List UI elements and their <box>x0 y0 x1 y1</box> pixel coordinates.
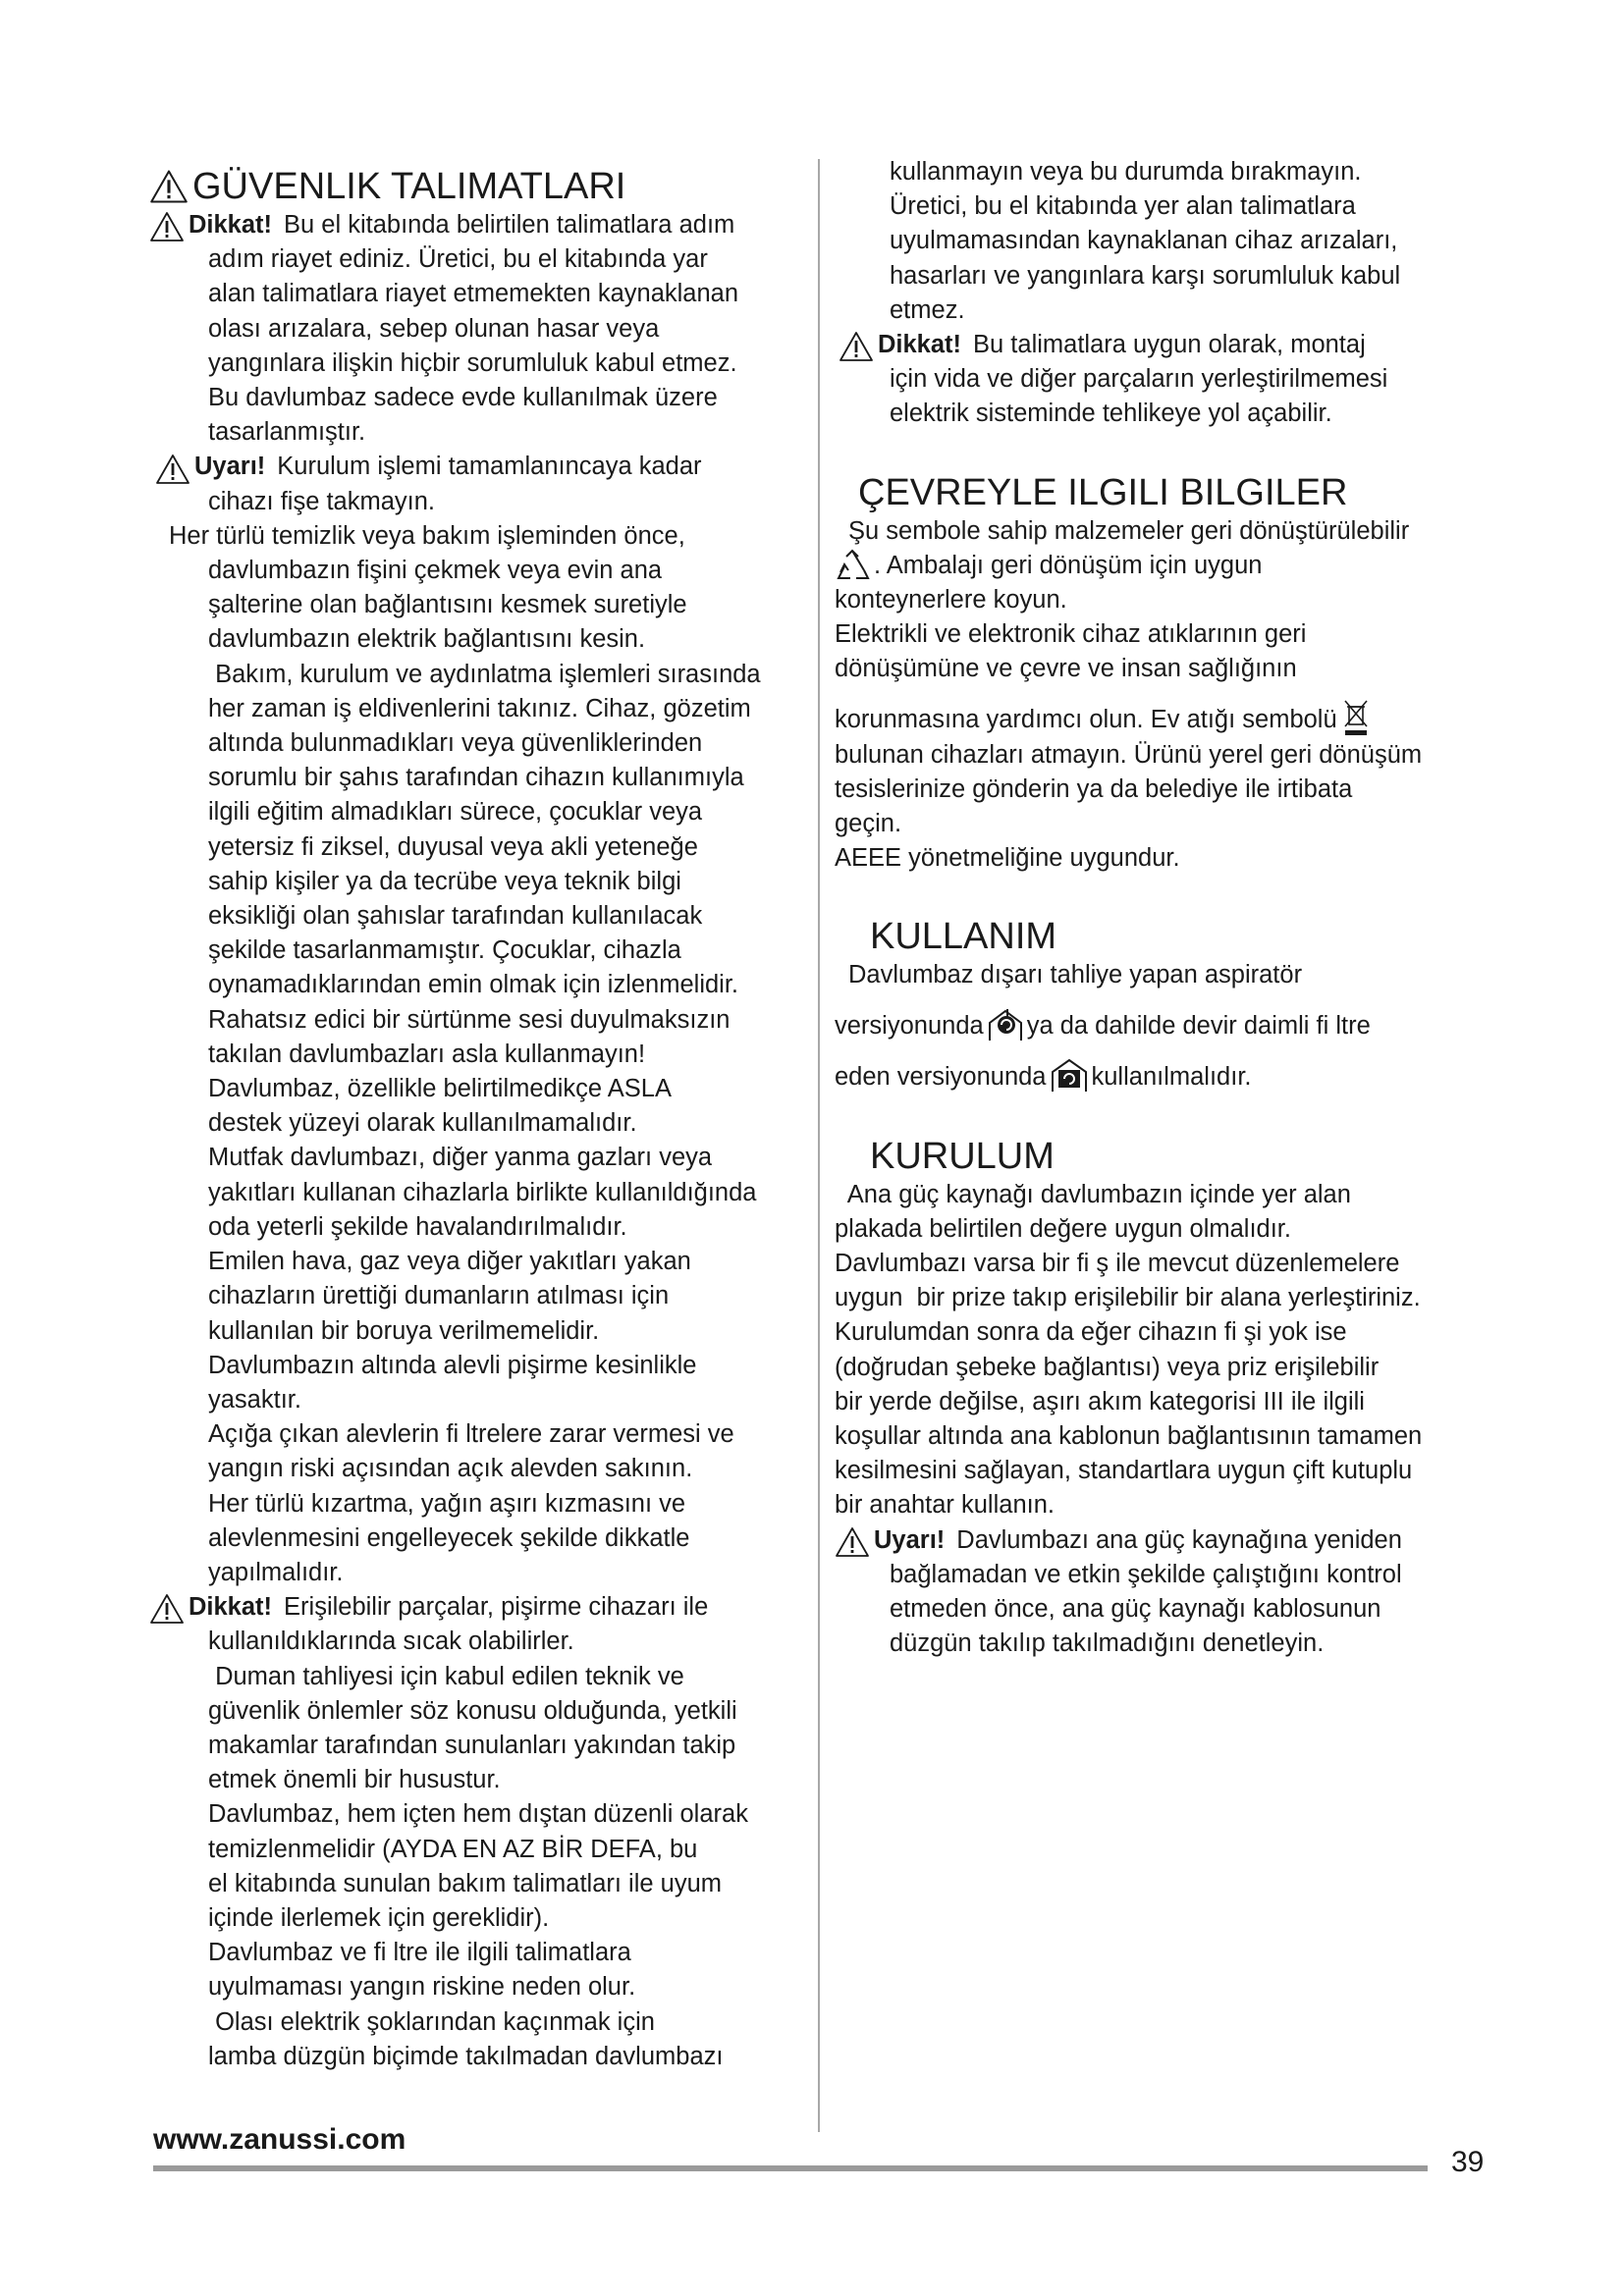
text-line: konteynerlere koyun. <box>835 586 1067 614</box>
text-line: Bakım, kurulum ve aydınlatma işlemleri sırasında <box>208 660 761 688</box>
text-line: davlumbazın fişini çekmek veya evin ana <box>208 557 663 585</box>
text-line: adım riayet ediniz. Üretici, bu el kitabında yar <box>208 245 708 274</box>
text-line: oynamadıklarından emin olmak için izlenmelidir. <box>208 971 738 999</box>
text-line: oda yeterli şekilde havalandırılmalıdır. <box>208 1212 627 1241</box>
text-line: Ana güç kaynağı davlumbazın içinde yer alan <box>835 1180 1351 1208</box>
text-line: etmek önemli bir husustur. <box>208 1766 501 1794</box>
text-line: koşullar altında ana kablonun bağlantısının tamamen <box>835 1422 1423 1451</box>
extraction-mode-icon <box>986 1005 1025 1044</box>
text-line: yasaktır. <box>208 1385 301 1414</box>
footer-website-link[interactable]: www.zanussi.com <box>153 2123 406 2156</box>
text-line: Rahatsız edici bir sürtünme sesi duyulmaksızın <box>208 1005 731 1034</box>
warning-triangle-icon <box>839 331 874 362</box>
text-line: için vida ve diğer parçaların yerleştirilmemesi <box>890 365 1388 394</box>
text-line: ya da dahilde devir daimli fi ltre <box>1026 1012 1371 1041</box>
text-line: Açığa çıkan alevlerin fi ltrelere zarar vermesi ve <box>208 1420 734 1449</box>
text-line: Kurulumdan sonra da eğer cihazın fi şi yok ise <box>835 1318 1347 1347</box>
text-line: (doğrudan şebeke bağlantısı) veya priz erişilebilir <box>835 1353 1380 1381</box>
text-line: kullanıldıklarında sıcak olabilirler. <box>208 1628 574 1656</box>
footer-rule <box>153 2165 1428 2171</box>
text-line: ilgili eğitim almadıkları sürece, çocuklar veya <box>208 798 703 827</box>
text-line: Elektrikli ve elektronik cihaz atıklarının geri <box>835 620 1307 649</box>
text-line: Davlumbaz ve fi ltre ile ilgili talimatlara <box>208 1939 631 1967</box>
recirculation-mode-icon <box>1049 1056 1090 1095</box>
environment-title: ÇEVREYLE ILGILI BILGILER <box>858 471 1348 513</box>
warning-text: Davlumbazı ana güç kaynağına yeniden <box>956 1525 1402 1554</box>
text-line: destek yüzeyi olarak kullanılmamalıdır. <box>208 1109 637 1138</box>
text-line: korunmasına yardımcı olun. Ev atığı sembolü <box>835 706 1337 734</box>
text-line: yapılmalıdır. <box>208 1558 344 1586</box>
text-line: Her türlü kızartma, yağın aşırı kızmasını ve <box>208 1489 686 1518</box>
warning-triangle-icon <box>149 1593 185 1625</box>
text-line: Davlumbaz, hem içten hem dıştan düzenli olarak <box>208 1800 748 1829</box>
text-line: el kitabında sunulan bakım talimatları ile uyum <box>208 1869 723 1897</box>
text-line: Duman tahliyesi için kabul edilen teknik ve <box>208 1662 684 1690</box>
text-line: . Ambalajı geri dönüşüm için uygun <box>874 551 1263 579</box>
text-line: yetersiz fi ziksel, duyusal veya akli yeteneğe <box>208 832 698 861</box>
text-line: Her türlü temizlik veya bakım işleminden önce, <box>169 521 685 550</box>
text-line: davlumbazın elektrik bağlantısını kesin. <box>208 625 646 654</box>
text-line: etmez. <box>890 295 965 324</box>
text-line: bulunan cihazları atmayın. Ürünü yerel geri dönüşüm <box>835 740 1423 769</box>
text-line: şekilde tasarlanmamıştır. Çocuklar, cihazla <box>208 936 681 965</box>
text-line: cihazların ürettiği dumanların atılması için <box>208 1282 670 1310</box>
text-line: her zaman iş eldivenlerini takınız. Cihaz, gözetim <box>208 694 751 722</box>
text-line: Davlumbaz, özellikle belirtilmedikçe ASLA <box>208 1075 672 1103</box>
warning-triangle-icon <box>155 454 190 485</box>
warning-uyari-1 <box>155 450 805 484</box>
text-line: sorumlu bir şahıs tarafından cihazın kullanımıyla <box>208 764 744 792</box>
text-line: bir yerde değilse, aşırı akım kategorisi III ile ilgili <box>835 1387 1365 1415</box>
warning-triangle-icon <box>835 1526 870 1558</box>
text-line: bağlamadan ve etkin şekilde çalıştığını kontrol <box>890 1560 1402 1588</box>
warning-triangle-icon <box>149 211 185 242</box>
usage-title: KULLANIM <box>870 916 1057 958</box>
warning-text: Erişilebilir parçalar, pişirme cihazarı ile <box>284 1593 709 1622</box>
text-line: eksikliği olan şahıslar tarafından kullanılacak <box>208 902 703 931</box>
warning-label: Uyarı! <box>194 453 266 481</box>
text-line: temizlenmelidir (AYDA EN AZ BİR DEFA, bu <box>208 1835 698 1863</box>
text-line: içinde ilerlemek için gereklidir). <box>208 1903 550 1932</box>
left-column <box>157 165 805 2074</box>
installation-title: KURULUM <box>870 1135 1055 1177</box>
warning-text: Kurulum işlemi tamamlanıncaya kadar <box>277 453 702 481</box>
text-line: plakada belirtilen değere uygun olmalıdır. <box>835 1214 1291 1243</box>
text-line: cihazı fişe takmayın. <box>208 487 436 515</box>
text-line: tesislerinize gönderin ya da belediye ile irtibata <box>835 774 1353 803</box>
text-line: alevlenmesini engelleyecek şekilde dikkatle <box>208 1523 690 1552</box>
text-line: eden versiyonunda <box>835 1063 1047 1092</box>
text-line: yakıtları kullanan cihazlarla birlikte kullanıldığında <box>208 1178 757 1206</box>
text-line: yangınlara ilişkin hiçbir sorumluluk kabul etmez. <box>208 348 737 377</box>
text-line: elektrik sisteminde tehlikeye yol açabilir. <box>890 400 1332 428</box>
page-number: 39 <box>1451 2146 1485 2178</box>
text-line: altında bulunmadıkları veya güvenliklerinden <box>208 729 703 758</box>
text-line: şalterine olan bağlantısını kesmek suretiyle <box>208 591 687 619</box>
text-line: Üretici, bu el kitabında yer alan talimatlara <box>890 192 1356 221</box>
text-line: kullanmayın veya bu durumda bırakmayın. <box>890 158 1362 186</box>
text-line: uyulmaması yangın riskine neden olur. <box>208 1973 636 2002</box>
text-line: kullanılmalıdır. <box>1091 1063 1252 1092</box>
warning-dikkat-1 <box>149 208 805 242</box>
text-line: düzgün takılıp takılmadığını denetleyin. <box>890 1629 1325 1658</box>
recycle-line <box>835 549 1483 583</box>
weee-line <box>835 699 1483 738</box>
text-line: versiyonunda <box>835 1012 984 1041</box>
text-line: Mutfak davlumbazı, diğer yanma gazları veya <box>208 1144 713 1172</box>
text-line: Bu davlumbaz sadece evde kullanılmak üzere <box>208 384 718 412</box>
text-line: tasarlanmıştır. <box>208 418 366 447</box>
text-line: olası arızalara, sebep olunan hasar veya <box>208 314 660 343</box>
text-line: hasarları ve yangınlara karşı sorumluluk kabul <box>890 261 1401 290</box>
text-line: uyulmamasından kaynaklanan cihaz arızaları, <box>890 227 1398 255</box>
usage-recirculation-line <box>835 1056 1483 1095</box>
warning-text: Bu talimatlara uygun olarak, montaj <box>973 331 1366 359</box>
text-line: Davlumbaz dışarı tahliye yapan aspiratör <box>848 961 1303 989</box>
column-divider <box>818 159 820 2132</box>
warning-triangle-icon <box>149 169 189 204</box>
text-line: yangın riski açısından açık alevden sakının. <box>208 1455 693 1483</box>
warning-label: Uyarı! <box>874 1525 946 1554</box>
warning-uyari-2 <box>835 1523 1483 1558</box>
text-line: uygun bir prize takıp erişilebilir bir alana yerleştiriniz. <box>835 1284 1421 1312</box>
warning-dikkat-2 <box>149 1590 805 1625</box>
text-line: Emilen hava, gaz veya diğer yakıtları yakan <box>208 1248 691 1276</box>
text-line: lamba düzgün biçimde takılmadan davlumbazı <box>208 2042 724 2070</box>
warning-dikkat-3 <box>839 328 1483 362</box>
safety-title: GÜVENLIK TALIMATLARI <box>149 165 805 208</box>
text-line: alan talimatlara riayet etmemekten kaynaklanan <box>208 280 739 308</box>
text-line: kesilmesini sağlayan, standartlara uygun çift kutuplu <box>835 1457 1413 1485</box>
text-line: Davlumbazı varsa bir fi ş ile mevcut düzenlemelere <box>835 1250 1400 1278</box>
text-line: bir anahtar kullanın. <box>835 1491 1055 1520</box>
text-line: Davlumbazın altında alevli pişirme kesinlikle <box>208 1351 697 1379</box>
text-line: geçin. <box>835 810 902 838</box>
recycle-icon <box>835 549 872 582</box>
warning-text: Bu el kitabında belirtilen talimatlara adım <box>284 211 735 239</box>
text-line: güvenlik önlemler söz konusu olduğunda, yetkili <box>208 1696 737 1725</box>
text-line: Şu sembole sahip malzemeler geri dönüştürülebilir <box>848 516 1410 545</box>
text-line: sahip kişiler ya da tecrübe veya teknik bilgi <box>208 867 681 895</box>
warning-label: Dikkat! <box>189 211 273 239</box>
usage-extraction-line <box>835 1005 1483 1044</box>
text-line: AEEE yönetmeliğine uygundur. <box>835 844 1180 873</box>
text-line: kullanılan bir boruya verilmemelidir. <box>208 1316 600 1345</box>
right-column <box>835 155 1483 1662</box>
warning-label: Dikkat! <box>878 331 962 359</box>
text-line: dönüşümüne ve çevre ve insan sağlığının <box>835 655 1297 683</box>
text-line: etmeden önce, ana güç kaynağı kablosunun <box>890 1595 1381 1624</box>
text-line: makamlar tarafından sunulanları yakından takip <box>208 1731 736 1759</box>
warning-label: Dikkat! <box>189 1593 273 1622</box>
text-line: takılan davlumbazları asla kullanmayın! <box>208 1040 646 1068</box>
text-line: Olası elektrik şoklarından kaçınmak için <box>208 2007 655 2036</box>
weee-bin-icon <box>1341 699 1371 738</box>
